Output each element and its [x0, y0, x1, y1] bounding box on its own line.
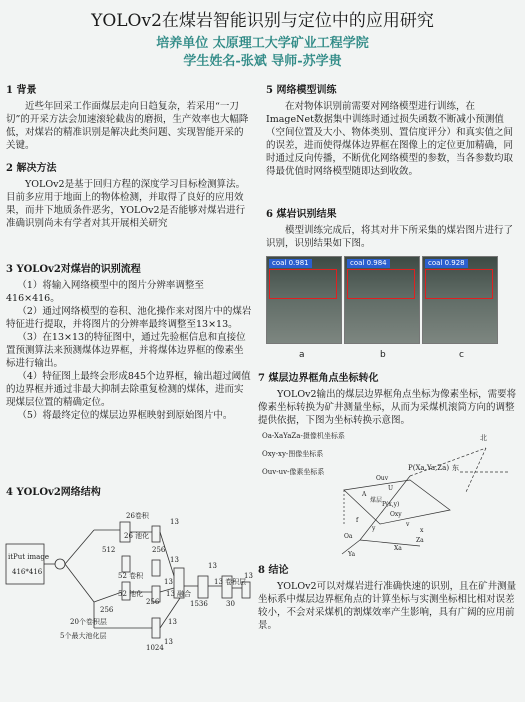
diagram-label: 5个最大池化层: [60, 632, 107, 640]
detection-label: coal 0.984: [347, 259, 390, 268]
result-image-c: [422, 256, 498, 344]
axis-label: Oxy: [390, 511, 402, 518]
legend-item: Oxy-xy-图像坐标系: [262, 450, 324, 458]
section-background: [6, 84, 252, 152]
section-text: 在对物体识别前需要对网络模型进行训练，在ImageNet数据集中训练时通过损失函数不断减小预测值（空间位置及大小、物体类别、置信度评分）和真实值之间的误差，进而使得煤体边界框在图像上的定位更加精确，同时通过反向传播，不断优化网络模型的参数，当各参数均取得最优值时网络模型随即达到收敛。: [266, 101, 514, 177]
school-line: 培养单位 太原理工大学矿业工程学院: [156, 36, 369, 51]
section-text: YOLOv2是基于回归方程的深度学习目标检测算法。目前多应用于地面上的物体检测，并取得了良好的应用效果，而井下地质条件恶劣，YOLOv2是否能够对煤岩进行准确识别尚未有学者对其开展相关研究: [6, 179, 246, 229]
detection-box: [347, 269, 415, 299]
names-line: 学生姓名-张斌 导师-苏学贵: [183, 54, 342, 69]
diagram-label: 13: [168, 618, 177, 626]
diagram-label: 26 池化: [124, 532, 150, 540]
axis-label: 煤层: [370, 497, 383, 504]
list-item: （5）将最终定位的煤层边界框映射到原始图片中。: [17, 410, 233, 421]
section-results: [266, 208, 518, 250]
diagram-label: 256: [152, 546, 166, 554]
input-size-label: 416*416: [12, 568, 43, 576]
axis-label: Xa: [394, 545, 402, 552]
axis-label: P(x,y): [382, 501, 400, 508]
concat-node: [55, 559, 65, 569]
axis-label: Ya: [348, 551, 356, 558]
section-heading: 2 解决方法: [6, 163, 57, 174]
diagram-label: 13: [208, 562, 217, 570]
caption-c: c: [459, 350, 464, 360]
section-heading: 6 煤岩识别结果: [266, 209, 337, 220]
diagram-label: 13: [170, 518, 179, 526]
list-item: （2）通过网络模型的卷积、池化操作来对图片中的煤岩特征进行提取，并将图片的分辨率最终调整至13×13。: [6, 306, 252, 330]
axis-label: f: [356, 517, 359, 524]
section-text: YOLOv2输出的煤层边界框角点坐标为像素坐标，需要将像素坐标转换为矿井测量坐标，从而为采煤机滚筒方向的调整提供依据，下图为坐标转换示意图。: [258, 389, 517, 426]
legend-item: Oa-XaYaZa-摄像机坐标系: [262, 432, 345, 440]
section-heading: 3 YOLOv2对煤岩的识别流程: [6, 264, 141, 275]
legend-item: Ouv-uv-像素坐标系: [262, 468, 325, 476]
list-item: （1）将输入网络模型中的图片分辨率调整至416×416。: [6, 280, 204, 304]
diagram-label: 26卷积: [126, 512, 149, 520]
diagram-label: 52 卷积: [118, 572, 144, 580]
detection-label: coal 0.928: [425, 259, 468, 268]
section-heading: 1 背景: [6, 85, 37, 96]
section-text: YOLOv2可以对煤岩进行准确快速的识别，且在矿井测量坐标系中煤层边界框角点的计算坐标与实测坐标相比相对误差较小，不会对采煤机的割煤效率产生影响，具有广阔的应用前景。: [258, 581, 517, 631]
poster-title: YOLOv2在煤岩智能识别与定位中的应用研究: [91, 11, 434, 31]
diagram-label: 256: [100, 606, 114, 614]
east-label: 东: [452, 464, 459, 472]
diagram-label: 30: [226, 600, 235, 608]
section-heading: 5 网络模型训练: [266, 85, 337, 96]
diagram-label: 52 池化: [118, 590, 144, 598]
detection-box: [269, 269, 337, 299]
section-heading: 7 煤层边界框角点坐标转化: [258, 373, 379, 384]
axis-label: v: [406, 521, 410, 528]
section-text: 近些年回采工作面煤层走向日趋复杂，若采用“一刀切”的开采方法会加速滚轮截齿的磨损，生产效率也大幅降低，对煤岩的精准识别是解决此类问题、实现智能开采的关键。: [6, 101, 249, 151]
axis-label: A: [362, 491, 367, 498]
axis-label: y: [372, 525, 376, 532]
section-method: [6, 162, 252, 230]
diagram-label: 13: [170, 556, 179, 564]
section-text: 模型训练完成后，将其对井下所采集的煤岩图片进行了识别，识别结果如下图。: [266, 225, 514, 249]
section-network: [6, 486, 252, 502]
diagram-label: 13: [164, 638, 173, 646]
input-box: [6, 544, 44, 584]
input-label: itPut image: [8, 553, 49, 561]
section-coordinates: [258, 372, 518, 427]
diagram-label: 13: [164, 578, 173, 586]
diagram-label: 13: [244, 572, 253, 580]
coordinate-diagram: [260, 428, 522, 560]
list-item: （3）在13×13的特征图中，通过先验框信息和直接位置预测算法来预测煤体边界框，并将煤体边界框的像素坐标进行输出。: [6, 332, 246, 369]
result-image-b: [344, 256, 420, 344]
section-conclusion: [258, 564, 520, 632]
caption-b: b: [380, 350, 386, 360]
list-item: （4）特征图上最终会形成845个边界框，输出超过阈值的边界框并通过非最大抑制去除重复检测的煤体，进而实现煤层位置的精确定位。: [6, 371, 251, 408]
axis-label: Ouv: [376, 475, 389, 482]
north-label: 北: [480, 434, 487, 442]
axis-label: x: [420, 527, 424, 534]
network-diagram: [4, 506, 266, 656]
section-heading: 8 结论: [258, 565, 289, 576]
detection-label: coal 0.981: [269, 259, 312, 268]
section-training: [266, 84, 518, 178]
diagram-label: 1024: [146, 644, 164, 652]
axis-label: U: [388, 485, 394, 492]
diagram-label: 512: [102, 546, 116, 554]
detection-box: [425, 269, 493, 299]
diagram-label: 13 融合: [166, 590, 192, 598]
axis-label: Oa: [344, 533, 353, 540]
diagram-label: 13 卷积层: [214, 578, 247, 586]
section-process: [6, 263, 252, 422]
axis-label: Za: [416, 537, 424, 544]
diagram-label: 1536: [190, 600, 208, 608]
diagram-label: 20个卷积层: [70, 618, 107, 626]
point-label: P(Xa,Ya,Za): [408, 464, 450, 472]
diagram-label: 256: [146, 598, 160, 606]
caption-a: a: [299, 350, 305, 360]
result-image-a: [266, 256, 342, 344]
section-heading: 4 YOLOv2网络结构: [6, 487, 101, 498]
